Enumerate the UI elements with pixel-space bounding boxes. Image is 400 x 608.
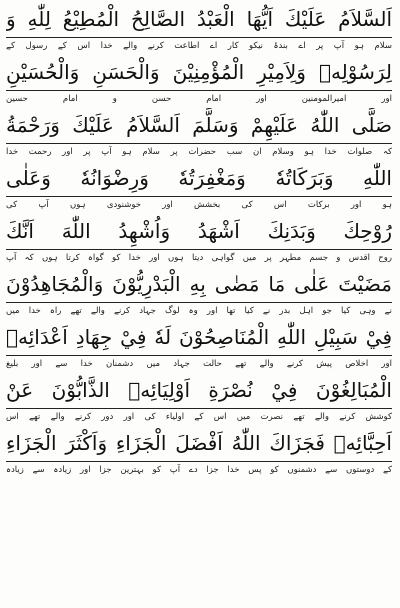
urdu-translation: کے دوستوں سے دشمنوں کو پس خدا جزا دے آپ کو بہترین جزا اور زیادہ سے زیادہ — [6, 465, 392, 475]
verse-line-7 — [6, 320, 392, 373]
urdu-translation: روح اقدس و جسم مطہر پر میں گواہی دیتا ہوں اور خدا کو گواہ کرتا ہوں کہ آپ — [6, 253, 392, 263]
verse-line-5 — [6, 214, 392, 267]
verse-line-8 — [6, 373, 392, 426]
verse-line-3 — [6, 108, 392, 161]
translation-band — [6, 36, 392, 55]
arabic-text: الْمُبَالِغُوْنَ فِيْ نُصْرَةِ اَوْلِيَائِهٖ الذَّابُّوْنَ عَنْ — [6, 378, 392, 402]
verse-line-4 — [6, 161, 392, 214]
arabic-text: مَضَيْتَ عَلٰى مَا مَضٰى بِهِ الْبَدْرِيُّوْنَ وَالْمُجَاهِدُوْنَ — [6, 272, 392, 296]
verse-line-1 — [6, 2, 392, 55]
arabic-text: فِيْ سَبِيْلِ اللّٰهِ الْمُنَاصِحُوْنَ لَهٗ فِيْ جِهَادِ اَعْدَائِهٖ — [6, 325, 392, 349]
verse-line-9 — [6, 426, 392, 479]
rule-line — [6, 302, 392, 303]
rule-line — [6, 90, 392, 91]
urdu-translation: نے وہی کیا جو اہل بدر نے کیا تھا اور وہ لوگ جہاد کرنے والے تھے راہ خدا میں — [6, 306, 392, 316]
urdu-translation: سلام ہو آپ پر اے بندۂ نیکو کار اے اطاعت کرنے والے خدا اس کے رسول کے — [6, 41, 392, 51]
arabic-text: اَحِبَّائِهٖ فَجَزَاكَ اللّٰهُ اَفْضَلَ الْجَزَاءِ وَاَكْثَرَ الْجَزَاءِ — [6, 431, 392, 455]
rule-line — [6, 37, 392, 38]
urdu-translation: ہو اور برکات اس کی بخشش اور خوشنودی ہوں آپ کی — [6, 200, 392, 210]
arabic-text: صَلَّى اللّٰهُ عَلَيْهِمْ وَسَلَّمَ اَلسَّلاَمُ عَلَيْكَ وَرَحْمَةُ — [6, 113, 392, 137]
arabic-text: لِرَسُوْلِهٖ وَلِاَمِيْرِ الْمُؤْمِنِيْنَ وَالْحَسَنِ وَالْحُسَيْنِ — [6, 60, 392, 84]
arabic-text: رُوْحِكَ وَبَدَنِكَ اَشْهَدُ وَاُشْهِدُ اللّٰهَ اَنَّكَ — [6, 219, 392, 243]
translation-band — [6, 460, 392, 479]
urdu-translation: اور امیرالمومنین اور امام حسن و امام حسین — [6, 94, 392, 104]
arabic-text: اللّٰهِ وَبَرَكَاتُهٗ وَمَغْفِرَتُهٗ وَرِضْوَانُهٗ وَعَلٰى — [6, 166, 392, 190]
translation-band — [6, 354, 392, 373]
verse-line-6 — [6, 267, 392, 320]
rule-line — [6, 408, 392, 409]
rule-line — [6, 196, 392, 197]
translation-band — [6, 89, 392, 108]
rule-line — [6, 355, 392, 356]
rule-line — [6, 461, 392, 462]
translation-band — [6, 407, 392, 426]
translation-band — [6, 195, 392, 214]
verse-line-2 — [6, 55, 392, 108]
urdu-translation: کہ صلوات خدا ہو وسلام ان سب حضرات پر سلام ہو آپ پر اور رحمت خدا — [6, 147, 392, 157]
arabic-text: اَلسَّلاَمُ عَلَيْكَ اَيُّهَا الْعَبْدُ الصَّالِحُ الْمُطِيْعُ لِلّٰهِ وَ — [6, 7, 392, 31]
translation-band — [6, 142, 392, 161]
rule-line — [6, 249, 392, 250]
urdu-translation: کوشش کرنے والے تھے نصرت میں اس کے اولیاء کی اور دور کرنے والے تھے اس — [6, 412, 392, 422]
urdu-translation: اور اخلاص پیش کرنے والے تھے حالت جہاد میں دشمنان خدا سے اور بلیغ — [6, 359, 392, 369]
translation-band — [6, 301, 392, 320]
rule-line — [6, 143, 392, 144]
translation-band — [6, 248, 392, 267]
